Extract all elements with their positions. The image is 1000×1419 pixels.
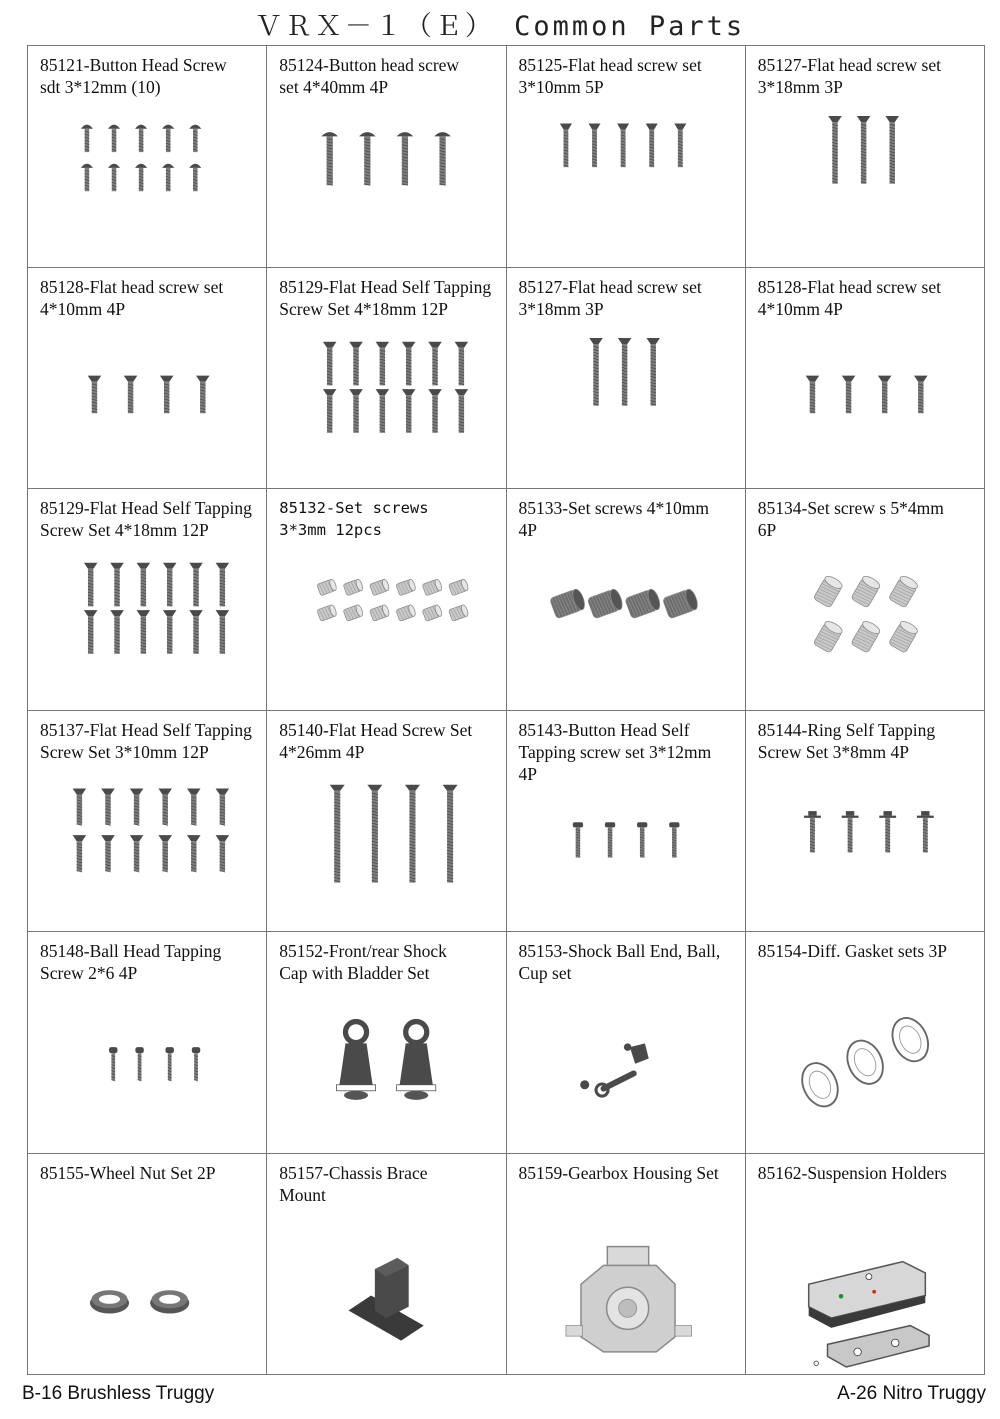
footer-right-model: A-26 Nitro Truggy (837, 1383, 986, 1404)
part-label: 85125-Flat head screw set 3*10mm 5P (518, 55, 702, 97)
part-label: 85155-Wheel Nut Set 2P (40, 1162, 216, 1183)
part-image (746, 781, 984, 932)
part-label: 85148-Ball Head Tapping Screw 2*6 4P (40, 941, 222, 983)
part-image (507, 1002, 745, 1153)
part-label: 85132-Set screws 3*3mm 12pcs (279, 499, 429, 539)
part-label: 85162-Suspension Holders (757, 1162, 947, 1183)
part-cell (28, 932, 267, 1154)
part-cell (746, 1154, 985, 1376)
part-image (507, 116, 745, 267)
part-cell (267, 932, 506, 1154)
part-image (746, 559, 984, 710)
part-image (28, 116, 266, 267)
parts-grid (27, 45, 985, 1375)
part-label: 85128-Flat head screw set 4*10mm 4P (757, 276, 941, 319)
part-label: 85128-Flat head screw set 4*10mm 4P (40, 276, 224, 319)
part-cell (746, 268, 985, 490)
part-image (28, 1224, 266, 1375)
part-image (267, 338, 505, 489)
part-cell (746, 932, 985, 1154)
part-label: 85129-Flat Head Self Tapping Screw Set 4*18mm 12P (40, 498, 252, 540)
part-cell (507, 489, 746, 711)
part-label: 85157-Chassis Brace Mount (279, 1162, 428, 1205)
part-image (507, 338, 745, 489)
part-cell (267, 46, 506, 268)
part-cell (28, 711, 267, 933)
part-image (746, 338, 984, 489)
part-label: 85127-Flat head screw set 3*18mm 3P (518, 276, 702, 319)
part-cell (267, 1154, 506, 1376)
part-image (28, 559, 266, 710)
part-image (267, 116, 505, 267)
part-cell (267, 711, 506, 933)
part-cell (507, 268, 746, 490)
part-label: 85121-Button Head Screw sdt 3*12mm (10) (40, 55, 227, 97)
part-image (28, 338, 266, 489)
part-cell (746, 489, 985, 711)
part-label: 85152-Front/rear Shock Cap with Bladder Set (279, 941, 447, 983)
part-cell (267, 489, 506, 711)
part-label: 85134-Set screw s 5*4mm 6P (757, 498, 944, 540)
part-image (28, 781, 266, 932)
part-image (746, 116, 984, 267)
part-cell (507, 932, 746, 1154)
footer-left-model: B-16 Brushless Truggy (22, 1383, 215, 1404)
part-cell (507, 711, 746, 933)
part-label: 85154-Diff. Gasket sets 3P (757, 941, 947, 961)
part-cell (267, 268, 506, 490)
part-image (507, 559, 745, 710)
part-label: 85159-Gearbox Housing Set (518, 1162, 719, 1183)
part-cell (28, 489, 267, 711)
part-cell (28, 46, 267, 268)
part-label: 85127-Flat head screw set 3*18mm 3P (757, 55, 941, 97)
part-label: 85124-Button head screw set 4*40mm 4P (279, 55, 460, 97)
part-image (746, 1224, 984, 1375)
part-image (507, 803, 745, 932)
part-cell (28, 1154, 267, 1376)
part-cell (746, 46, 985, 268)
part-image (507, 1224, 745, 1375)
part-label: 85133-Set screws 4*10mm 4P (518, 498, 710, 540)
part-cell (746, 711, 985, 933)
part-label: 85137-Flat Head Self Tapping Screw Set 3*10mm 12P (40, 719, 252, 762)
part-image (267, 1224, 505, 1375)
part-image (267, 781, 505, 932)
part-image (267, 559, 505, 710)
part-label: 85143-Button Head Self Tapping screw set 3*12mm 4P (518, 719, 712, 784)
part-label: 85153-Shock Ball End, Ball, Cup set (518, 941, 721, 983)
part-cell (28, 268, 267, 490)
part-image (267, 1002, 505, 1153)
part-cell (507, 1154, 746, 1376)
page-title: ＶＲＸ－１（Ｅ） Common Parts (254, 11, 746, 42)
part-label: 85144-Ring Self Tapping Screw Set 3*8mm 4P (757, 719, 936, 762)
part-cell (507, 46, 746, 268)
part-image (746, 1002, 984, 1153)
part-label: 85140-Flat Head Screw Set 4*26mm 4P (279, 719, 473, 762)
part-label: 85129-Flat Head Self Tapping Screw Set 4*18mm 12P (279, 276, 492, 319)
part-image (28, 1002, 266, 1153)
